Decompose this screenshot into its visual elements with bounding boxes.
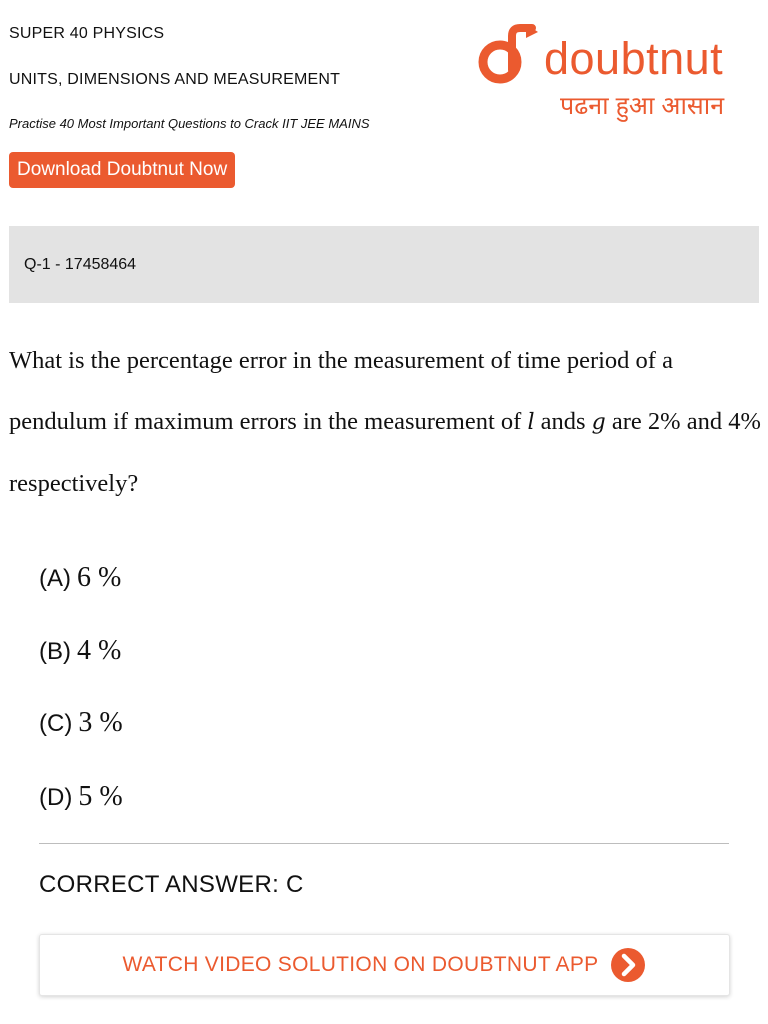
question-text [9, 330, 764, 514]
doubtnut-logo[interactable] [474, 24, 764, 134]
option-label: (B) [39, 638, 71, 665]
option-b[interactable] [39, 635, 121, 667]
question-text-part: What is the percentage error in the measurement of time period of a pendulum if maximum errors in the measurement of [9, 347, 673, 435]
chevron-right-circle-icon [610, 947, 646, 983]
option-label: (D) [39, 784, 73, 811]
logo-hindi-tagline: पढना हुआ आसान [560, 92, 725, 120]
chapter-title: UNITS, DIMENSIONS AND MEASUREMENT [9, 71, 341, 88]
question-id-bar [9, 226, 759, 303]
variable-l: l [527, 410, 535, 435]
option-value: 4 % [77, 635, 122, 666]
question-text-part: are 2% and 4% respectively? [9, 408, 761, 497]
option-value: 5 % [78, 781, 123, 812]
option-label: (A) [39, 565, 71, 592]
option-d[interactable] [39, 781, 123, 813]
watch-video-solution-button[interactable] [39, 934, 730, 996]
option-value: 6 % [77, 562, 122, 593]
question-text-part: ands [534, 408, 592, 435]
watch-video-label: WATCH VIDEO SOLUTION ON DOUBTNUT APP [122, 953, 599, 976]
logo-wordmark: doubtnut [544, 33, 724, 84]
option-value: 3 % [78, 707, 123, 738]
doubtnut-logo-icon [474, 24, 540, 88]
question-id: Q-1 - 17458464 [24, 255, 137, 273]
variable-g: g [591, 410, 606, 435]
divider [39, 843, 729, 844]
option-c[interactable] [39, 707, 123, 739]
correct-answer: CORRECT ANSWER: C [39, 871, 304, 898]
option-a[interactable] [39, 562, 121, 594]
option-label: (C) [39, 710, 73, 737]
series-title: SUPER 40 PHYSICS [9, 25, 165, 42]
tagline: Practise 40 Most Important Questions to Crack IIT JEE MAINS [9, 116, 370, 131]
download-doubtnut-button[interactable]: Download Doubtnut Now [9, 152, 235, 188]
